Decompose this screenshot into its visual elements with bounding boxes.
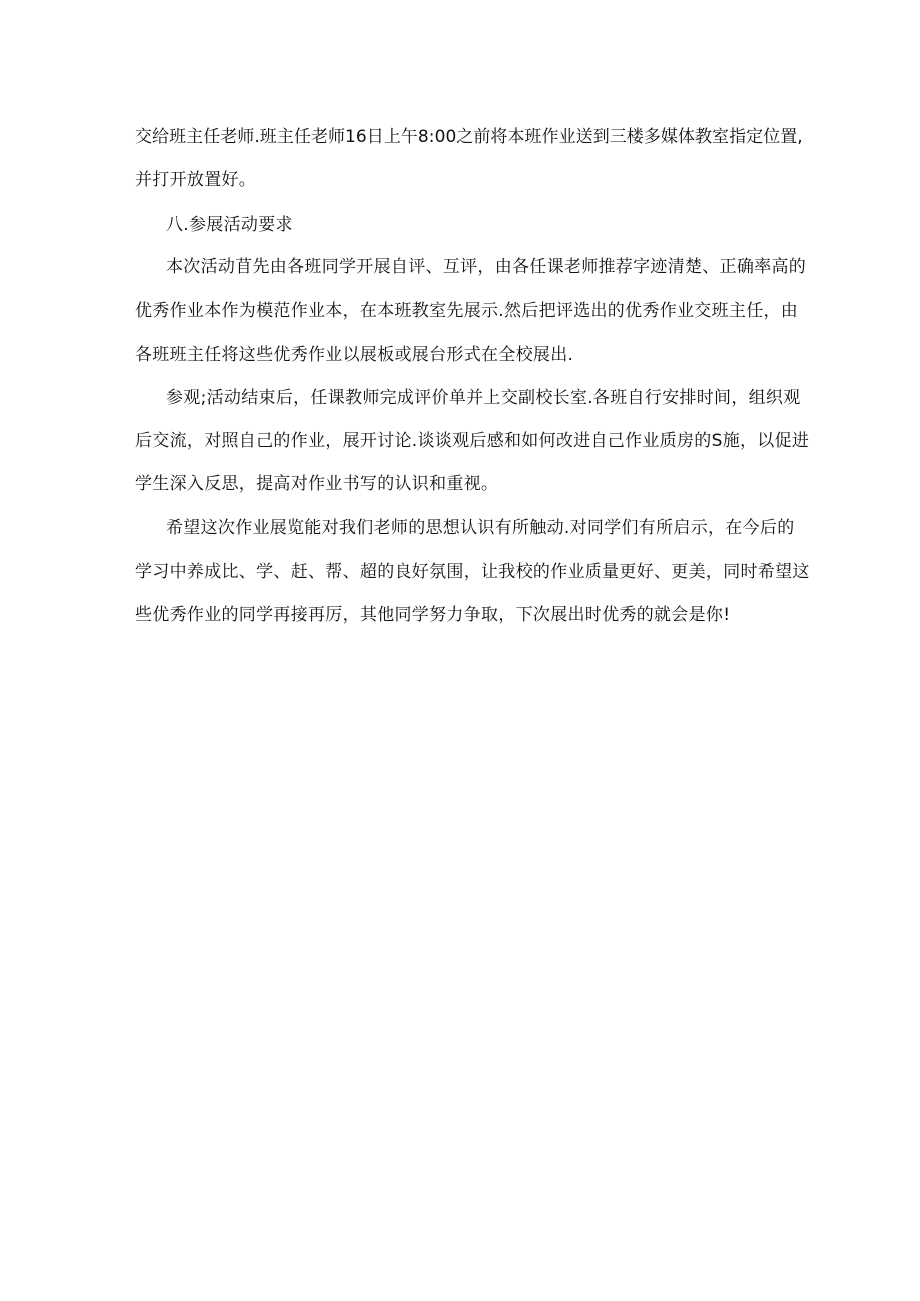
- paragraph-line: 本次活动苜先由各班同学开展自评、互评，由各任课老师推荐字迹清楚、正确率高的: [166, 257, 807, 277]
- paragraph-line: 些优秀作业的同学再接再厉，其他同学努力争取，下次展出时优秀的就会是你!: [135, 605, 731, 625]
- section-heading: 八.参展活动要求: [166, 215, 293, 235]
- paragraph-line: 交给班主任老师.班主任老师16日上午8:00之前将本班作业送到三楼多媒体教室指定位置,: [135, 127, 803, 147]
- paragraph-line: 各班班主任将这些优秀作业以展板或展台形式在全校展出.: [135, 345, 574, 365]
- paragraph-line: 学生深入反思，提高对作业书写的认识和重视。: [135, 474, 499, 494]
- paragraph-line: 希望这次作业展览能对我们老师的思想认识有所触动.对同学们有所启示，在今后的: [166, 518, 795, 538]
- paragraph-line: 学习中养成比、学、赶、帮、超的良好氛围，让我校的作业质量更好、更美，同时希望这: [135, 562, 810, 582]
- paragraph-line: 后交流，对照自己的作业，展开讨论.谈谈观后感和如何改进自己作业质房的S施，以促进: [135, 431, 810, 451]
- paragraph-line: 参观;活动结束后，任课教师完成评价单并上交副校长室.各班自行安排时间，组织观: [166, 388, 801, 408]
- paragraph-line: 优秀作业本作为模范作业本，在本班教室先展示.然后把评选出的优秀作业交班主任，由: [135, 301, 799, 321]
- paragraph-line: 并打开放置好。: [135, 170, 257, 190]
